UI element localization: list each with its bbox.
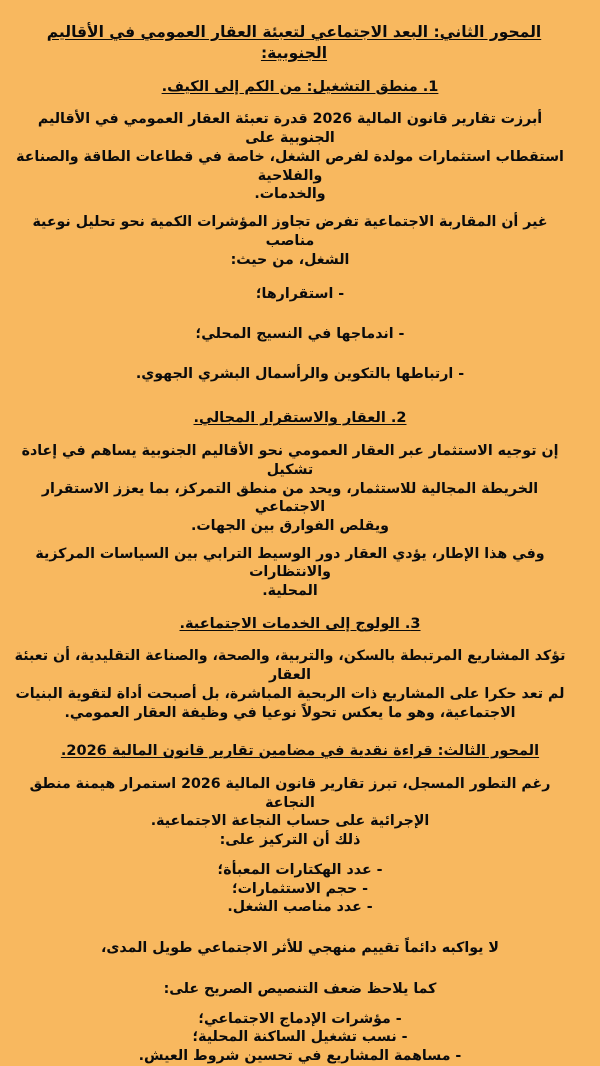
paragraph-line: استقطاب استثمارات مولدة لفرص الشغل، خاصة في قطاعات الطاقة والصناعة والفلاحية: [16, 148, 564, 184]
list-item: - ارتباطها بالتكوين والرأسمال البشري الجهوي.: [135, 365, 465, 382]
paragraph-line: الشغل، من حيث:: [230, 251, 350, 268]
list-item: - حجم الاستثمارات؛: [231, 880, 369, 897]
paragraph-line: أبرزت تقارير قانون المالية 2026 قدرة تعبئة العقار العمومي في الأقاليم الجنوبية على: [37, 111, 543, 147]
list-item: - استقرارها؛: [255, 286, 345, 303]
section-3-heading: 3. الولوج إلى الخدمات الاجتماعية.: [179, 615, 421, 632]
paragraph-line: لم تعد حكرا على المشاريع ذات الربحية المباشرة، بل أصبحت أداة لتقوية البنيات: [15, 685, 565, 702]
section-1-bullets: [18, 285, 582, 383]
paragraph-line: الخريطة المجالية للاستثمار، ويحد من منطق التمركز، بما يعزز الاستقرار الاجتماعي: [41, 480, 539, 516]
section-1-bullets-container: [18, 285, 582, 383]
list-item: - عدد مناصب الشغل.: [227, 899, 373, 916]
section-1-paragraph-1: [0, 110, 582, 204]
axis-three-paragraph-1: [0, 775, 582, 850]
section-2-heading: 2. العقار والاستقرار المجالي.: [193, 410, 407, 427]
paragraph-line: ذلك أن التركيز على:: [219, 832, 361, 849]
list-item: - اندماجها في النسيج المحلي؛: [195, 326, 405, 343]
list-item: - مساهمة المشاريع في تحسين شروط العيش.: [138, 1048, 462, 1065]
focus-bullets-container: [18, 861, 582, 917]
section-1-paragraph-2: [0, 213, 582, 269]
section-2-paragraph-2: [0, 545, 582, 601]
weak-bullets-container: [18, 1010, 582, 1066]
axis-three-title: المحور الثالث: قراءة نقدية في مضامين تقارير قانون المالية 2026.: [60, 743, 540, 760]
paragraph-line: والخدمات.: [254, 186, 326, 203]
focus-bullets: [18, 861, 582, 917]
section-2-paragraph-1: [0, 442, 582, 536]
axis-two-title: المحور الثاني: البعد الاجتماعي لتعبئة العقار العمومي في الأقاليم الجنوبية:: [46, 23, 542, 62]
section-3-paragraph: [0, 647, 582, 722]
list-item: - عدد الهكتارات المعبأة؛: [217, 861, 383, 878]
paragraph-line: تؤكد المشاريع المرتبطة بالسكن، والتربية، والصحة، والصناعة التقليدية، أن تعبئة العقار: [14, 648, 566, 684]
list-item: - مؤشرات الإدماج الاجتماعي؛: [198, 1010, 402, 1027]
paragraph-line: ويقلص الفوارق بين الجهات.: [191, 517, 389, 534]
section-1-heading: 1. منطق التشغيل: من الكم إلى الكيف.: [161, 78, 439, 95]
paragraph-line: الاجتماعية، وهو ما يعكس تحولاً نوعيا في وظيفة العقار العمومي.: [64, 704, 516, 721]
axis-three-statement: لا يواكبه دائماً تقييم منهجي للأثر الاجتماعي طويل المدى،: [100, 940, 499, 957]
axis-three-sub-intro: كما يلاحظ ضعف التنصيص الصريح على:: [163, 980, 437, 997]
paragraph-line: وفي هذا الإطار، يؤدي العقار دور الوسيط الترابي بين السياسات المركزية والانتظارات: [35, 545, 545, 581]
list-item: - نسب تشغيل الساكنة المحلية؛: [192, 1029, 408, 1046]
paragraph-line: الإجرائية على حساب النجاعة الاجتماعية.: [150, 813, 430, 830]
paragraph-line: إن توجيه الاستثمار عبر العقار العمومي نحو الأقاليم الجنوبية يساهم في إعادة تشكيل: [21, 443, 559, 478]
paragraph-line: غير أن المقاربة الاجتماعية تفرض تجاوز المؤشرات الكمية نحو تحليل نوعية مناصب: [32, 214, 548, 249]
paragraph-line: رغم التطور المسجل، تبرز تقارير قانون المالية 2026 استمرار هيمنة منطق النجاعة: [29, 775, 551, 811]
weak-bullets: [18, 1010, 582, 1066]
paragraph-line: المحلية.: [262, 583, 318, 600]
